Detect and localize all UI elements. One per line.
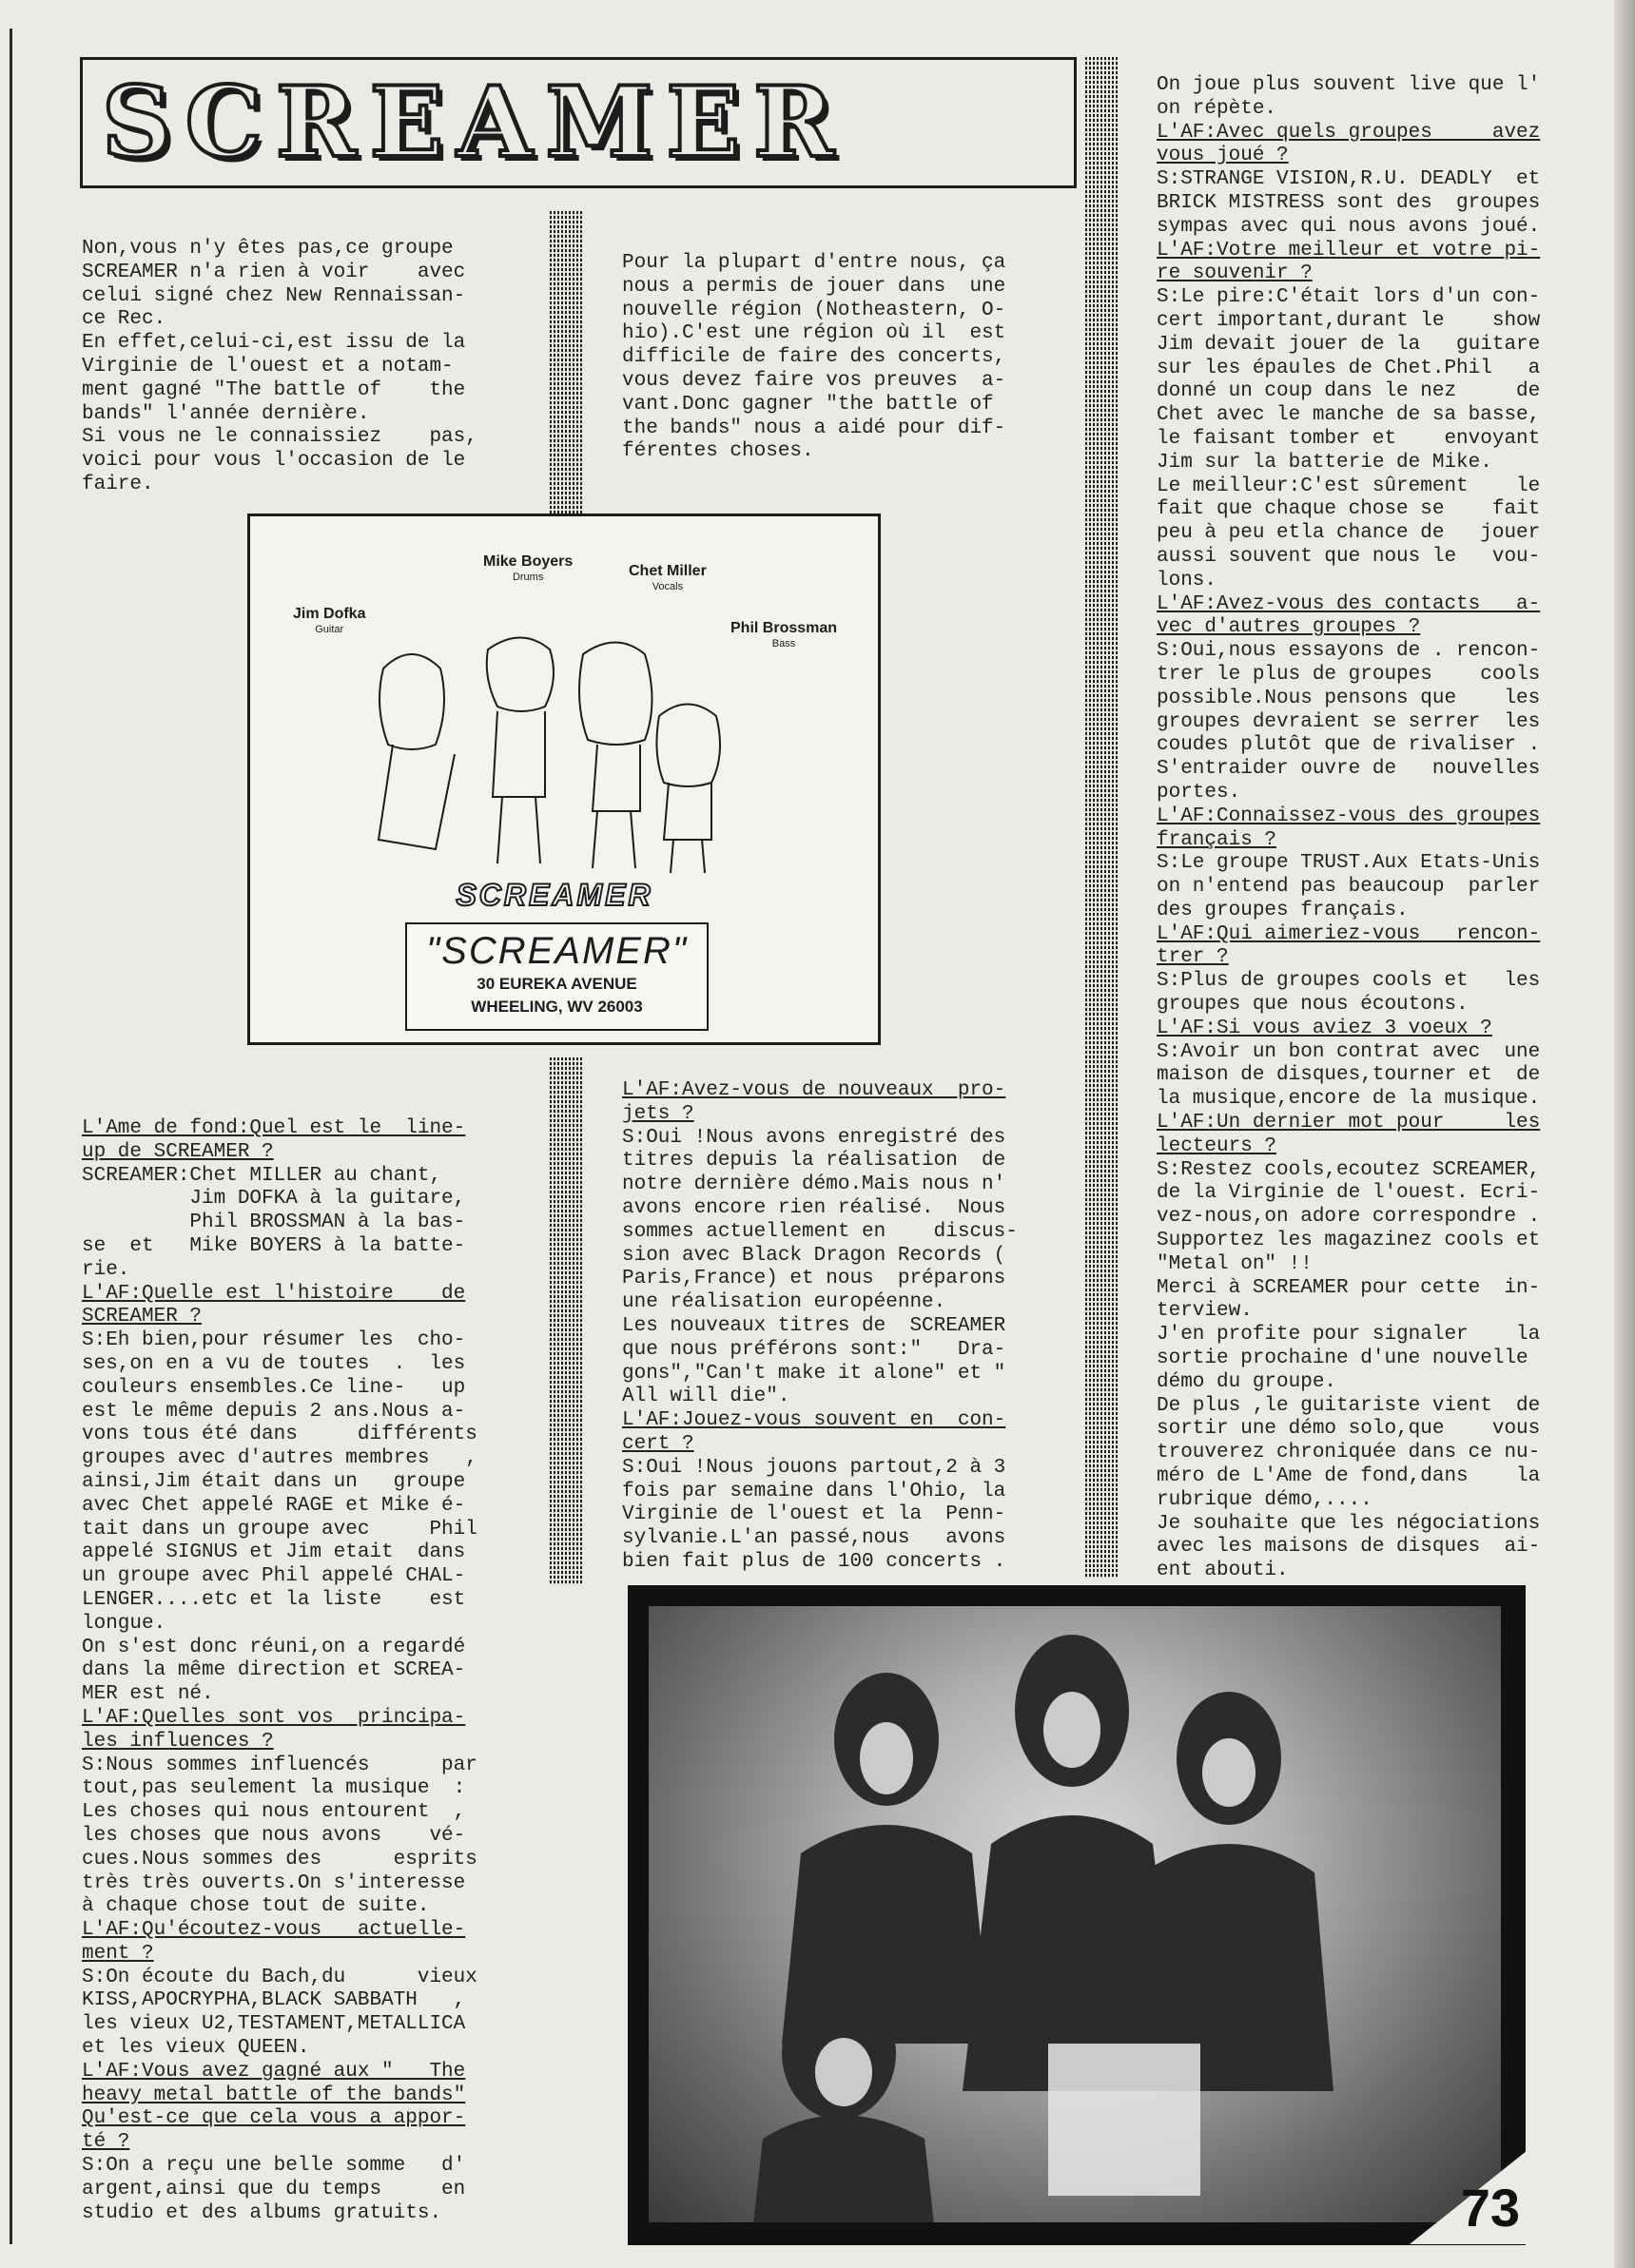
address-box [405,922,709,1031]
street-address: 30 EUREKA AVENUE [477,975,637,993]
column-divider-top [550,211,584,515]
member-name: Phil Brossman Bass [730,620,838,649]
band-caricature [345,630,764,878]
band-name-quoted: "SCREAMER" [425,930,689,972]
city-address: WHEELING, WV 26003 [471,998,643,1016]
interview-question: L'AF:Quelles sont vos principa- les influences ? [82,1706,466,1753]
interview-answer: SCREAMER:Chet MILLER au chant, Jim DOFKA à la guitare, Phil BROSSMAN à la bas- se et Mike BOYERS à la batte- rie. [82,1164,466,1281]
interview-question: L'AF:Vous avez gagné aux " The heavy metal battle of the bands" Qu'est-ce que cela vous a appor- té ? [82,2060,466,2154]
title-box [80,57,1077,188]
page-number: 73 [1460,2178,1520,2238]
member-name: Jim Dofka Guitar [293,606,366,635]
interview-question: L'AF:Avez-vous des contacts a- vec d'autres groupes ? [1157,592,1541,639]
interview-middle-column [622,1079,1018,1575]
member-name: Chet Miller Vocals [629,563,707,592]
interview-question: L'AF:Si vous aviez 3 voeux ? [1157,1017,1492,1039]
middle-top-text: Pour la plupart d'entre nous, ça nous a permis de jouer dans une nouvelle région (Notheastern, O- hio).C'est une région où il est difficile de faire des concerts, vous devez faire vos preuves a- vant.Donc gagner "the battle of the bands" nous a aidé pour dif- férentes choses. [622,252,1006,463]
interview-answer: Merci à SCREAMER pour cette in- terview. J'en profite pour signaler la sortie prochaine d'une nouvelle démo du groupe. De plus ,le guitariste vient de sortir une démo solo,que vous trouverez chroniquée dans ce nu- méro de L'Ame de fond,dans la rubrique démo,.... Je souhaite que les négociations avec les maisons de disques ai- ent abouti. [1157,1276,1541,1582]
page-number-corner [1410,2140,1541,2244]
page-right-edge [1614,0,1635,2268]
interview-answer: S:On a reçu une belle somme d' argent,ainsi que du temps en studio et des albums gratuits. [82,2155,466,2224]
interview-question: L'Ame de fond:Quel est le line- up de SCREAMER ? [82,1117,466,1163]
band-photo [628,1585,1526,2245]
interview-right-column [1157,74,1540,1583]
interview-answer: S:Oui !Nous avons enregistré des titres depuis la réalisation de notre dernière démo.Mais nous n' avons encore rien réalisé. Nous sommes actuellement en discus- sion avec Black Dragon Records ( Paris,France) et nous préparons une réalisation européenne. Les nouveaux titres de SCREAMER que nous préférons sont:" Dra- gons","Can't make it alone" et " All will die". [622,1126,1018,1408]
interview-answer: S:Oui,nous essayons de . rencon- trer le plus de groupes cools possible.Nous pensons que les groupes devraient se serrer les coudes plutôt que de rivaliser . S'entraider ouvre de nouvelles portes. [1157,640,1541,804]
interview-answer: On joue plus souvent live que l' on répète. [1157,74,1541,120]
interview-question: L'AF:Qu'écoutez-vous actuelle- ment ? [82,1919,466,1965]
interview-question: L'AF:Avec quels groupes avez vous joué ? [1157,121,1541,167]
interview-question: L'AF:Connaissez-vous des groupes français ? [1157,804,1541,851]
page-title: SCREAMER [102,66,847,180]
interview-answer: S:Restez cools,ecoutez SCREAMER, de la Virginie de l'ouest. Ecri- vez-nous,on adore correspondre . Supportez les magazinez cools et "Metal on" !! [1157,1158,1541,1275]
band-flyer [247,514,881,1045]
column-divider-right [1085,57,1119,1579]
interview-question: L'AF:Qui aimeriez-vous rencon- trer ? [1157,922,1541,969]
band-logo: SCREAMER [456,878,653,912]
column-divider-bottom [550,1057,584,1585]
interview-answer: S:Plus de groupes cools et les groupes que nous écoutons. [1157,970,1541,1017]
intro-text: Non,vous n'y êtes pas,ce groupe SCREAMER n'a rien à voir avec celui signé chez New Rennaissan- ce Rec. En effet,celui-ci,est issu de la Virginie de l'ouest et a notam- ment gagné "The battle of the bands" l'année dernière. Si vous ne le connaissiez pas, voici pour vous l'occasion de le faire. [82,238,477,495]
interview-answer: S:Le pire:C'était lors d'un con- cert important,durant le show Jim devait jouer de la guitare sur les épaules de Chet.Phil a donné un coup dans le nez de Chet avec le manche de sa basse, le faisant tomber et envoyant Jim sur la batterie de Mike. Le meilleur:C'est sûrement le fait que chaque chose se fait peu à peu etla chance de jouer aussi souvent que nous le vou- lons. [1157,286,1541,591]
interview-answer: S:Eh bien,pour résumer les cho- ses,on en a vu de toutes . les couleurs ensembles.Ce line- up est le même depuis 2 ans.Nous a- vons tous été dans différents groupes avec d'autres membres , ainsi,Jim était dans un groupe avec Chet appelé RAGE et Mike é- tait dans un groupe avec Phil appelé SIGNUS et Jim etait dans un groupe avec Phil appelé CHAL- LENGER....etc et la liste est longue. On s'est donc réuni,on a regardé dans la même direction et SCREA- MER est né. [82,1329,477,1706]
interview-answer: S:Le groupe TRUST.Aux Etats-Unis on n'entend pas beaucoup parler des groupes français. [1157,852,1541,921]
interview-question: L'AF:Votre meilleur et votre pi- re souvenir ? [1157,239,1541,285]
interview-question: L'AF:Avez-vous de nouveaux pro- jets ? [622,1079,1006,1125]
interview-left-column [82,1117,477,2225]
interview-answer: S:Nous sommes influencés par tout,pas seulement la musique : Les choses qui nous entourent , les choses que nous avons vé- cues.Nous sommes des esprits très très ouverts.On s'interesse à chaque chose tout de suite. [82,1754,477,1918]
interview-question: L'AF:Un dernier mot pour les lecteurs ? [1157,1112,1541,1157]
page-left-edge [0,29,12,2244]
interview-answer: S:On écoute du Bach,du vieux KISS,APOCRYPHA,BLACK SABBATH , les vieux U2,TESTAMENT,METALLICA et les vieux QUEEN. [82,1966,477,2060]
interview-answer: S:Avoir un bon contrat avec une maison de disques,tourner et de la musique,encore de la musique. [1157,1040,1541,1111]
member-name: Mike Boyers Drums [483,553,574,583]
interview-question: L'AF:Jouez-vous souvent en con- cert ? [622,1409,1006,1455]
interview-answer: S:Oui !Nous jouons partout,2 à 3 fois par semaine dans l'Ohio, la Virginie de l'ouest et la Penn- sylvanie.L'an passé,nous avons bien fait plus de 100 concerts . [622,1456,1006,1573]
band-photo-silhouettes [649,1606,1501,2222]
interview-question: L'AF:Quelle est l'histoire de SCREAMER ? [82,1282,466,1328]
interview-answer: S:STRANGE VISION,R.U. DEADLY et BRICK MISTRESS sont des groupes sympas avec qui nous avons joué. [1157,168,1541,238]
